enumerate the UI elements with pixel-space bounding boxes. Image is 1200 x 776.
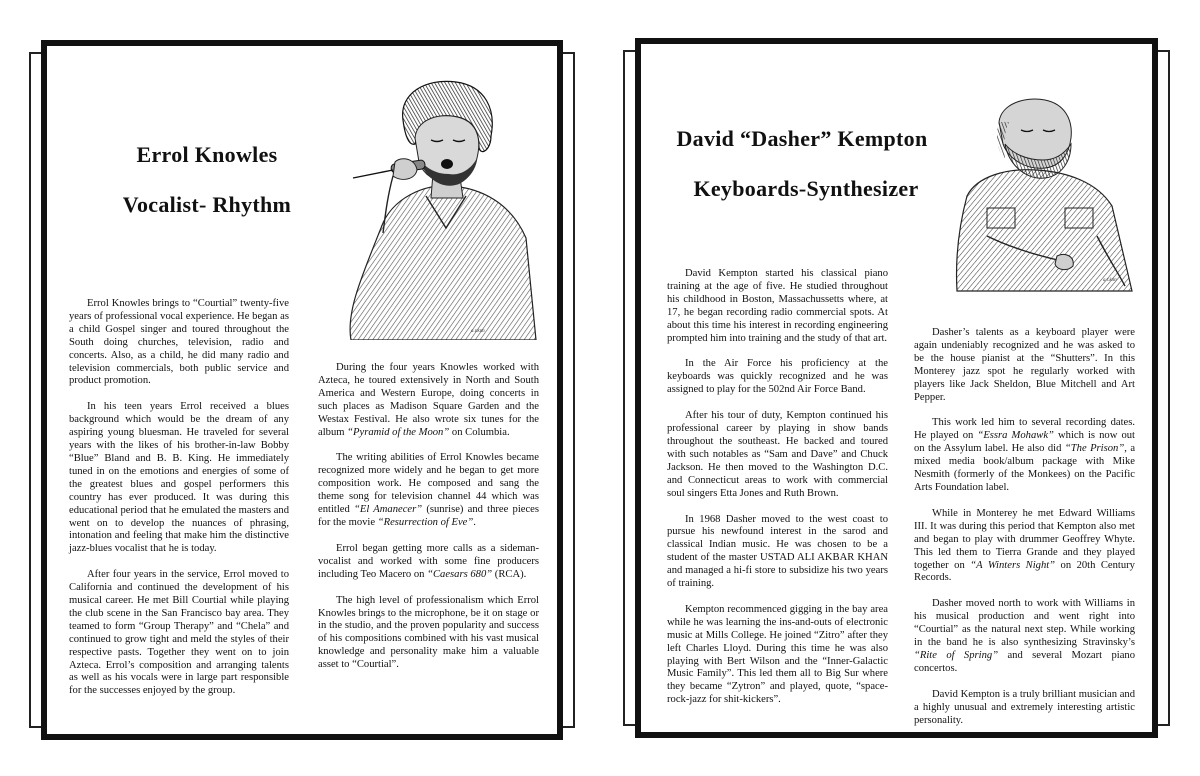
- song-title: “El Amanecer”: [353, 504, 423, 516]
- bio-paragraph: Dasher’s talents as a keyboard player were again undeniably recognized and he was asked to be the house pianist at the “Shutters”. In this Monterey jazz spot he regularly worked with players like Jack Sheldon, Blue Mitchell and Art Pepper.: [914, 327, 1135, 403]
- bio-paragraph: After his tour of duty, Kempton continued his professional career by playing in show bands throughout the southeast. He backed and toured with such notables as “Sam and Dave” and Chuck Jackson. He then moved to the Washington D.C. and Connecticut areas to work with commercial soul singers Etta Jones and Ruth Brown.: [667, 410, 888, 499]
- bio-paragraph: The high level of professionalism which Errol Knowles brings to the microphone, be it on stage or in the studio, and the proven popularity and success of his compositions combined with his vast musical knowledge and personality make him a valuable asset to “Courtial”.: [318, 594, 539, 671]
- david-kempton-page: [635, 38, 1158, 738]
- bio-paragraph: Dasher moved north to work with Williams in his musical production and went right into “Courtial” as the natural next step. While working in the band he is also synthesizing Stravinsky’s “Rite of Spring” and several Mozart piano concertos.: [914, 598, 1136, 674]
- bio-column-1: [69, 298, 289, 711]
- artist-signature: a.r.knn: [1103, 278, 1117, 283]
- bio-paragraph: Kempton recommenced gigging in the bay area while he was learning the ins-and-outs of electronic music at Mills College. He joined “Zitro” after they left Charles Lloyd. During this time he was also playing with Bert Wilson and the “Inner-Galactic Music Family”. This led them all to Big Sur where they became “Zytron” and played, quote, “space-rock-jazz for shit-kickers”.: [667, 603, 888, 706]
- work-title: “Rite of Spring”: [914, 649, 999, 661]
- movie-title: “Resurrection of Eve”: [377, 516, 474, 528]
- bio-paragraph: In 1968 Dasher moved to the west coast to pursue his newfound interest in the sarod and classical Indian music. He was chosen to be a student of the master USTAD ALI AKBAR KHAN and managed a hi-fi store to subsidize his two years of training.: [667, 513, 888, 590]
- bio-paragraph: In his teen years Errol received a blues background which would be the dream of any aspiring young bluesman. He traveled for several years with the likes of his brother-in-law Bobby “Blue” Bland and B. B. King. He immediately tuned in on the emotions and energies of some of the greatest blues and gospel performers this country has ever produced. It was during this educational period that he emulated the masters and went on to develop the nuances of phrasing, intonation and feeling that make him the distinctive jazz-blues vocalist that he is today.: [69, 401, 289, 555]
- album-title: “The Prison”: [1064, 443, 1125, 455]
- singer-portrait: [331, 78, 541, 340]
- errol-knowles-page: [41, 40, 563, 740]
- bio-column-2: [914, 327, 1135, 738]
- album-title: “Essra Mohawk”: [977, 430, 1054, 442]
- bio-paragraph: In the Air Force his proficiency at the keyboards was quickly recognized and he was assigned to play for the 502nd Air Force Band.: [667, 358, 888, 396]
- bio-paragraph: David Kempton is a truly brilliant musician and a highly unusual and extremely interesting artistic personality.: [914, 688, 1135, 726]
- bio-column-1: [667, 268, 888, 720]
- bio-column-2: [318, 362, 539, 685]
- bio-paragraph: David Kempton started his classical piano training at the age of five. He studied throughout his childhood in Boston, Massachussetts where, at 17, he began recording radio commercial spots. At about this time his interest in recording engineering prompted him into training and the study of that art.: [667, 268, 888, 344]
- bio-paragraph: Errol Knowles brings to “Courtial” twenty-five years of professional vocal experience. He began as a child Gospel singer and toured throughout the South doing churches, television, radio and concerts. Also, as a child, he did many radio and television commercials, both public service and product promotion.: [69, 298, 289, 387]
- album-title: “Caesars 680”: [427, 568, 493, 580]
- artist-signature: a.r.knn: [471, 329, 485, 334]
- page-title: Errol Knowles: [136, 142, 278, 167]
- album-title: “A Winters Night”: [970, 559, 1056, 571]
- page-subtitle: Vocalist- Rhythm: [122, 192, 292, 217]
- page-subtitle: Keyboards-Synthesizer: [693, 176, 919, 201]
- bio-paragraph: After four years in the service, Errol moved to California and continued the development of his musical career. He met Bill Courtial while playing the club scene in the San Francisco bay area. They teamed to form “Group Therapy” and “Chela” and continued to grow tight and meld the styles of their respective pasts. Together they went on to join Azteca. Errol’s composition and arranging talents as well as his vocals were in large part responsible for the successes enjoyed by the group.: [69, 569, 289, 697]
- bio-paragraph: While in Monterey he met Edward Williams III. It was during this period that Kempton also met and began to play with drummer Geoffrey Whyte. This led them to Tierra Grande and they played together on “A Winters Night” on 20th Century Records.: [914, 507, 1135, 584]
- bio-paragraph: The writing abilities of Errol Knowles became recognized more widely and he began to get more composition work. He composed and sang the theme song for television channel 44 which was entitled “El Amanecer” (sunrise) and three pieces for the movie “Resurrection of Eve”.: [318, 452, 539, 528]
- keyboardist-portrait: [947, 96, 1147, 296]
- album-title: “Pyramid of the Moon”: [347, 426, 450, 438]
- bio-paragraph: This work led him to several recording dates. He played on “Essra Mohawk” which is now out on the Assylum label. He also did “The Prison”, a mixed media book/album package with Mike Nesmith (formerly of the Monkees) on the Pacific Arts Foundation label.: [914, 417, 1136, 493]
- bio-paragraph: Errol began getting more calls as a sideman-vocalist and worked with some fine producers including Teo Macero on “Caesars 680” (RCA).: [318, 542, 539, 580]
- page-title: David “Dasher” Kempton: [676, 126, 928, 151]
- bio-paragraph: During the four years Knowles worked with Azteca, he toured extensively in North and South America and Western Europe, doing concerts in such places as Madison Square Garden and the Westax Festival. He also wrote six tunes for the album “Pyramid of the Moon” on Columbia.: [318, 362, 539, 438]
